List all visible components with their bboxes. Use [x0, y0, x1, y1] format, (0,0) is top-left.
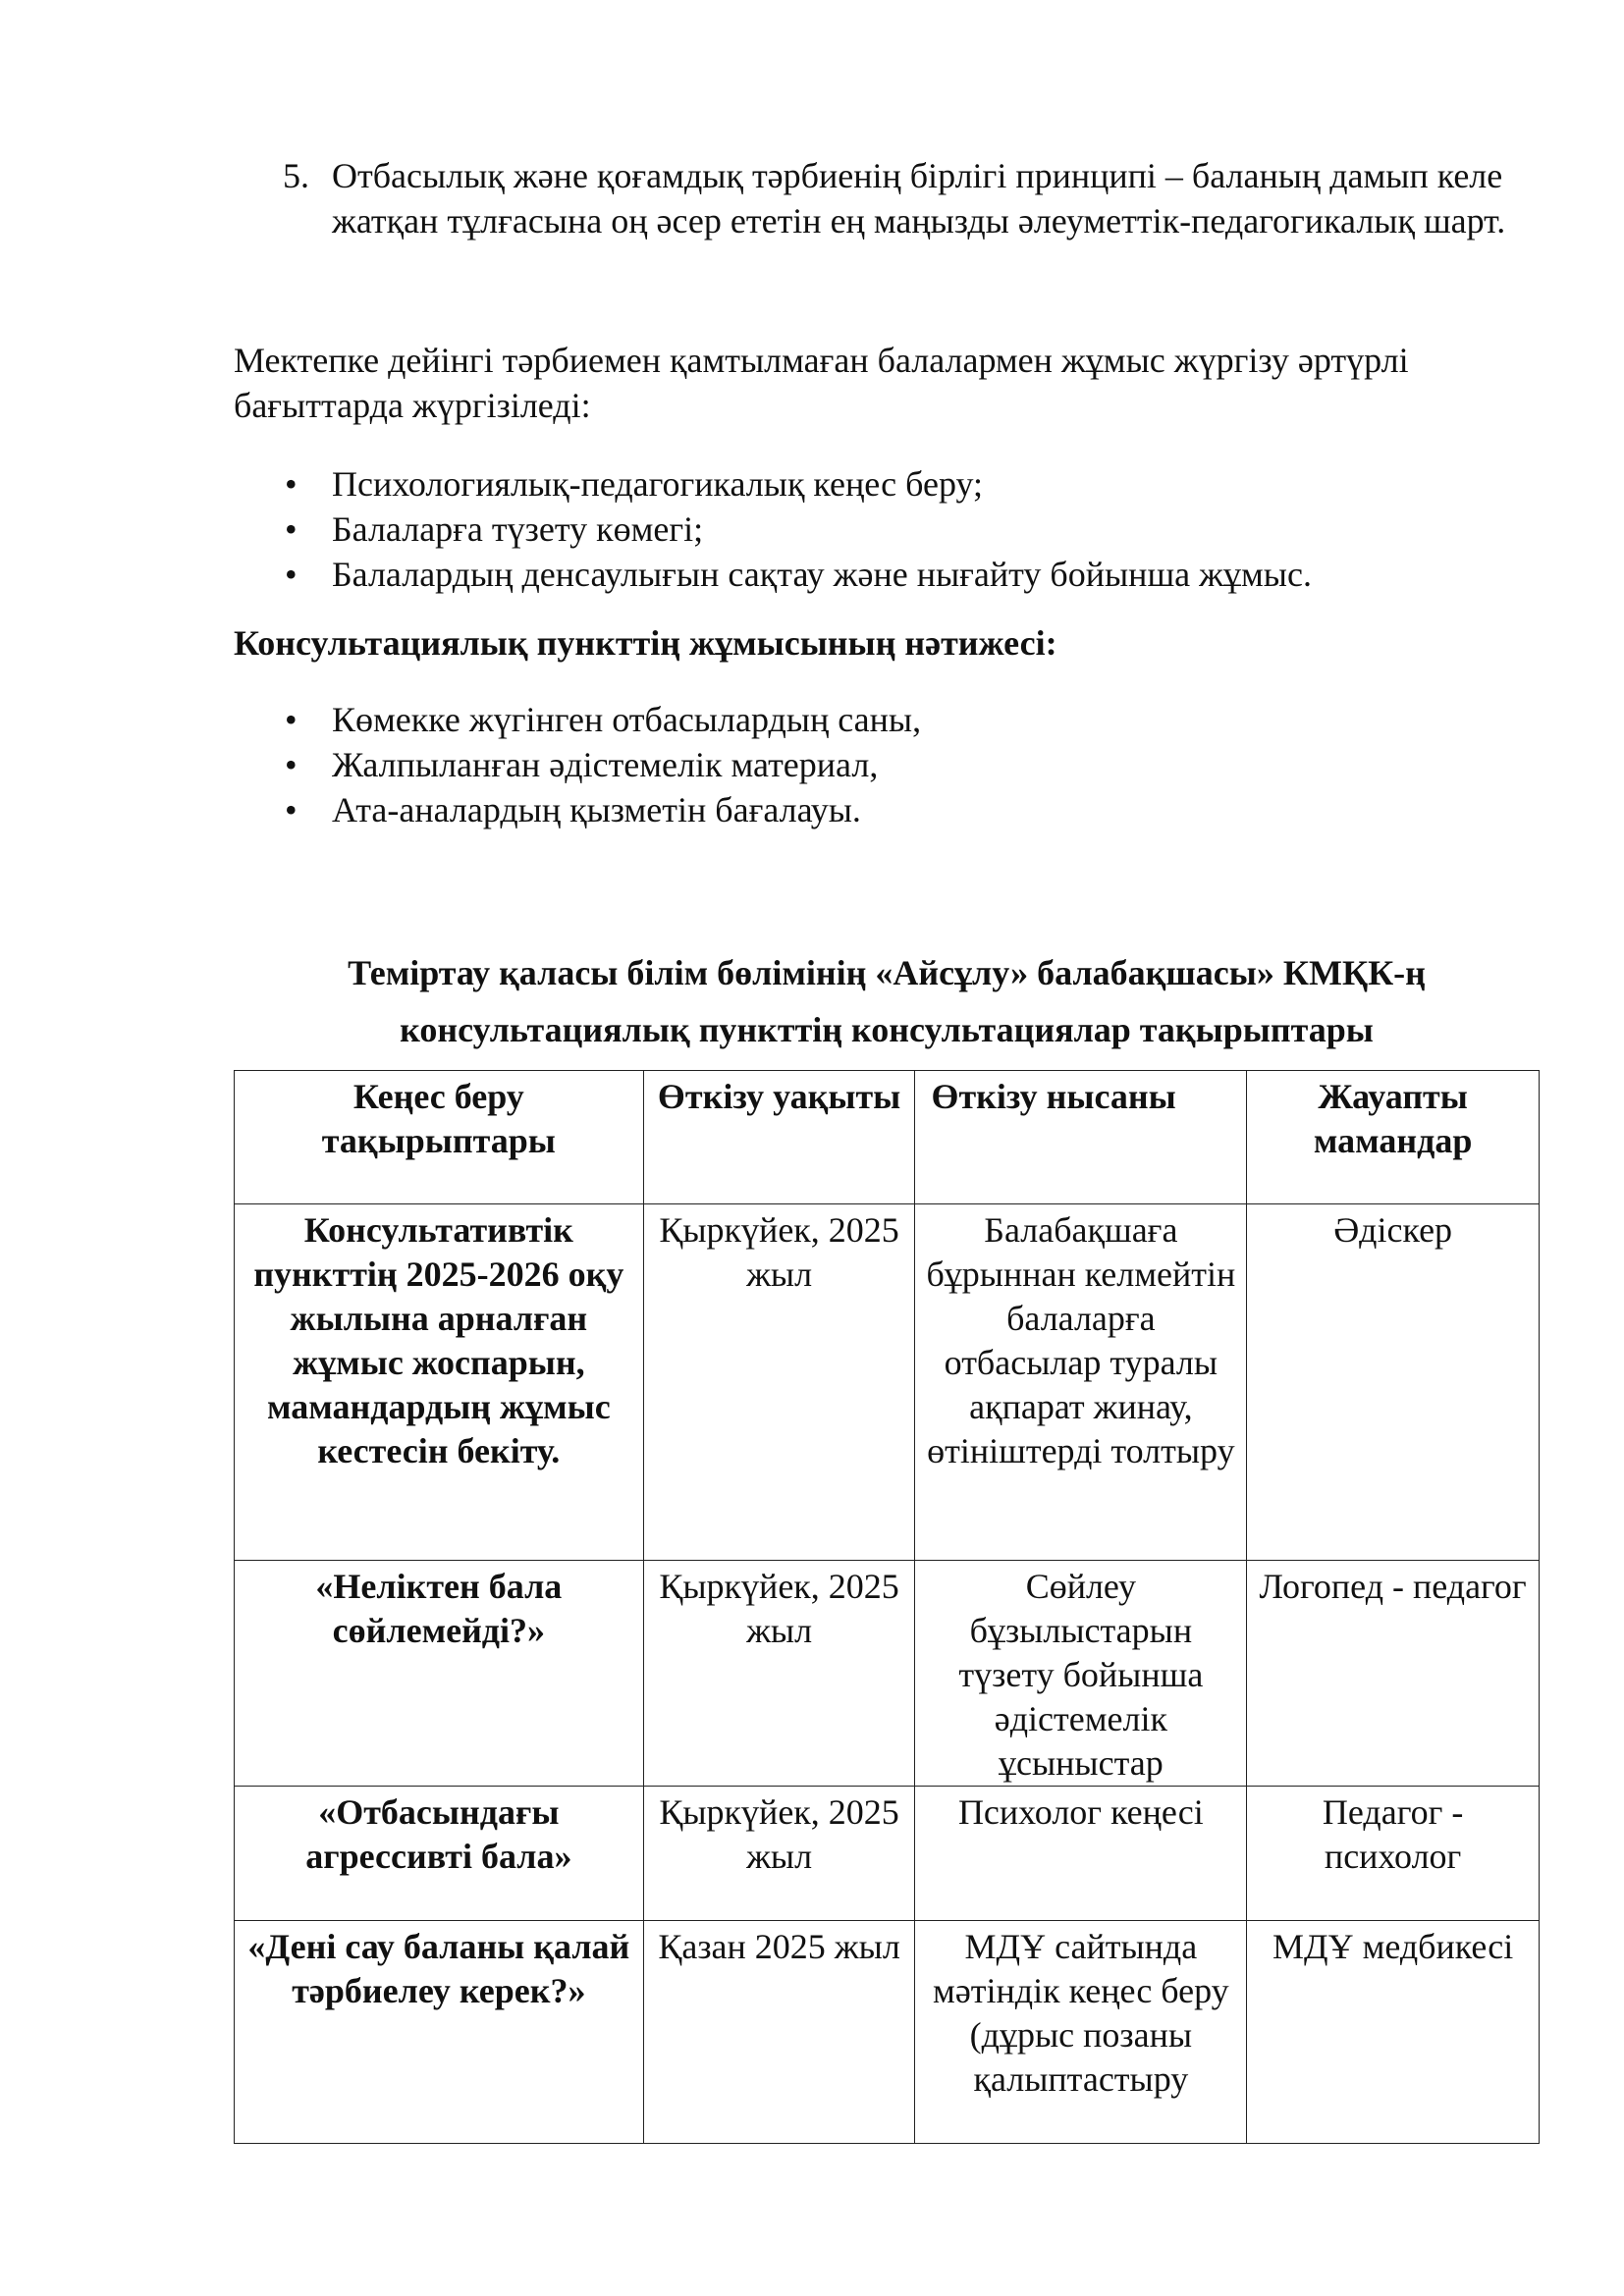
- list-item-text: Көмекке жүгінген отбасылардың саны,: [332, 700, 922, 739]
- list-item: [234, 507, 1540, 552]
- list-item-text: Отбасылық және қоғамдық тәрбиенің бірлігі принципі – баланың дамып келе жатқан тұлғасына оң әсер ететін ең маңызды әлеуметтік-педагогикалық шарт.: [332, 156, 1506, 240]
- table-row: [235, 1561, 1540, 1787]
- bullet-icon: •: [285, 700, 298, 739]
- results-list: [234, 697, 1540, 832]
- responsible-cell: Педагог - психолог: [1247, 1787, 1540, 1921]
- consultation-table: [234, 1070, 1540, 2144]
- bullet-icon: •: [285, 464, 298, 504]
- topic-cell: «Неліктен бала сөйлемейді?»: [235, 1561, 644, 1787]
- column-header: Өткізу уақыты: [643, 1071, 915, 1204]
- list-item-text: Балаларға түзету көмегі;: [332, 509, 704, 549]
- time-cell: Қазан 2025 жыл: [643, 1921, 915, 2144]
- numbered-list-item: [283, 153, 1520, 243]
- list-item: [234, 552, 1540, 597]
- list-number: 5.: [283, 156, 309, 195]
- table-title: [234, 944, 1540, 1058]
- time-cell: Қыркүйек, 2025 жыл: [643, 1787, 915, 1921]
- list-item-text: Балалардың денсаулығын сақтау және нығайту бойынша жұмыс.: [332, 555, 1312, 594]
- list-item: [234, 787, 1540, 832]
- bullet-icon: •: [285, 790, 298, 829]
- column-header: Кеңес беру тақырыптары: [235, 1071, 644, 1204]
- responsible-cell: МДҰ медбикесі: [1247, 1921, 1540, 2144]
- topic-cell: «Дені сау баланы қалай тәрбиелеу керек?»: [235, 1921, 644, 2144]
- table-header-row: [235, 1071, 1540, 1204]
- time-cell: Қыркүйек, 2025 жыл: [643, 1204, 915, 1561]
- time-cell: Қыркүйек, 2025 жыл: [643, 1561, 915, 1787]
- responsible-cell: Әдіскер: [1247, 1204, 1540, 1561]
- results-heading: Консультациялық пункттің жұмысының нәтижесі:: [234, 623, 1057, 663]
- bullet-icon: •: [285, 745, 298, 784]
- table-row: [235, 1787, 1540, 1921]
- form-cell: Психолог кеңесі: [915, 1787, 1247, 1921]
- column-header: Өткізу нысаны: [915, 1071, 1247, 1204]
- form-cell: МДҰ сайтында мәтіндік кеңес беру (дұрыс позаны қалыптастыру: [915, 1921, 1247, 2144]
- list-item-text: Жалпыланған әдістемелік материал,: [332, 745, 879, 784]
- directions-list: [234, 461, 1540, 597]
- table-row: [235, 1204, 1540, 1561]
- list-item-text: Психологиялық-педагогикалық кеңес беру;: [332, 464, 983, 504]
- table-row: [235, 1921, 1540, 2144]
- form-cell: Сөйлеу бұзылыстарын түзету бойынша әдістемелік ұсыныстар: [915, 1561, 1247, 1787]
- topic-cell: «Отбасындағы агрессивті бала»: [235, 1787, 644, 1921]
- column-header: Жауапты мамандар: [1247, 1071, 1540, 1204]
- form-cell: Балабақшаға бұрыннан келмейтін балаларға отбасылар туралы ақпарат жинау, өтініштерді толтыру: [915, 1204, 1247, 1561]
- intro-paragraph: Мектепке дейінгі тәрбиемен қамтылмаған балалармен жұмыс жүргізу әртүрлі бағыттарда жүргізіледі:: [234, 341, 1409, 425]
- list-item: [234, 461, 1540, 507]
- topic-cell: Консультативтік пункттің 2025-2026 оқу жылына арналған жұмыс жоспарын, мамандардың жұмыс кестесін бекіту.: [235, 1204, 644, 1561]
- table-title-line: Теміртау қаласы білім бөлімінің «Айсұлу» балабақшасы» КМҚК-ң: [348, 953, 1426, 992]
- bullet-icon: •: [285, 509, 298, 549]
- table-title-line: консультациялық пункттің консультациялар тақырыптары: [400, 1010, 1374, 1049]
- responsible-cell: Логопед - педагог: [1247, 1561, 1540, 1787]
- list-item-text: Ата-аналардың қызметін бағалауы.: [332, 790, 861, 829]
- list-item: [234, 697, 1540, 742]
- list-item: [234, 742, 1540, 787]
- bullet-icon: •: [285, 555, 298, 594]
